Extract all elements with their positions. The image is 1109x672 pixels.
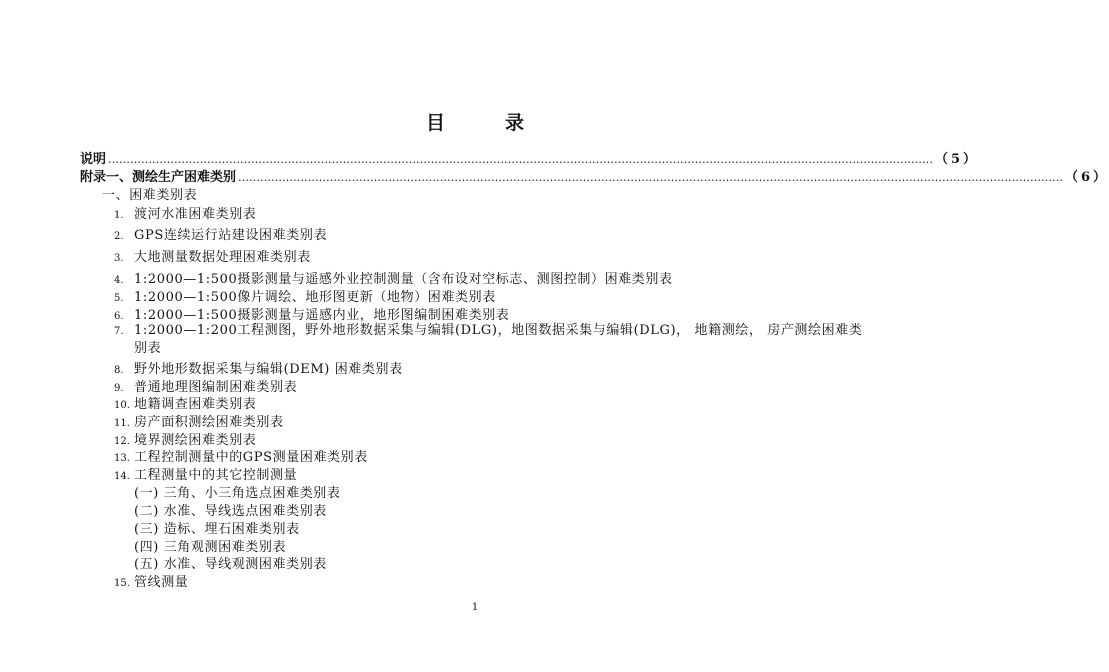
toc-entry-page: （5）	[935, 152, 980, 167]
toc-entry-shuoming[interactable]	[80, 148, 980, 167]
list-item[interactable]: 5. 1:2000—1:500像片调绘、地形图更新（地物）困难类别表	[114, 290, 496, 305]
title-char-2: 录	[505, 112, 525, 134]
toc-entry-label: 说明	[80, 152, 107, 167]
list-item[interactable]: 7. 1:2000—1:200工程测图，野外地形数据采集与编辑(DLG)，地图数据采集与编辑(DLG)， 地籍测绘， 房产测绘困难类别表	[114, 323, 863, 356]
list-item[interactable]: 10. 地籍调查困难类别表	[114, 397, 257, 412]
leader-dots: ………………………………………………………………………………………………………………………………………………………………………………………………………	[108, 153, 934, 166]
page-title	[0, 108, 950, 135]
toc-entry-appendix-1[interactable]	[80, 166, 1109, 185]
list-item[interactable]: 9. 普通地理图编制困难类别表	[114, 380, 298, 395]
title-char-1: 目	[425, 112, 445, 134]
list-item[interactable]: 11. 房产面积测绘困难类别表	[114, 415, 284, 430]
sub-list-item[interactable]: (三) 造标、埋石困难类别表	[134, 522, 300, 537]
list-item[interactable]: 15. 管线测量	[114, 575, 189, 590]
sub-list-item[interactable]: (四) 三角观测困难类别表	[134, 540, 287, 555]
leader-dots: ………………………………………………………………………………………………………………………………………………………………………………………………………	[238, 171, 1064, 184]
list-item[interactable]: 8. 野外地形数据采集与编辑(DEM) 困难类别表	[114, 362, 403, 377]
list-item[interactable]: 1. 渡河水准困难类别表	[114, 207, 257, 222]
list-item[interactable]: 2. GPS连续运行站建设困难类别表	[114, 228, 328, 243]
list-item[interactable]: 4. 1:2000—1:500摄影测量与遥感外业控制测量（含布设对空标志、测图控制）困难类别表	[114, 272, 673, 287]
toc-entry-label: 附录一、测绘生产困难类别	[80, 170, 237, 185]
page-number: 1	[471, 602, 479, 613]
section-heading: 一、困难类别表	[102, 188, 198, 203]
sub-list-item[interactable]: (五) 水准、导线观测困难类别表	[134, 557, 327, 572]
toc-entry-page: （6）	[1065, 170, 1109, 185]
sub-list-item[interactable]: (一) 三角、小三角选点困难类别表	[134, 486, 341, 501]
list-item[interactable]: 14. 工程测量中的其它控制测量	[114, 468, 298, 483]
list-item[interactable]: 13. 工程控制测量中的GPS测量困难类别表	[114, 450, 368, 465]
list-item[interactable]: 3. 大地测量数据处理困难类别表	[114, 250, 311, 265]
sub-list-item[interactable]: (二) 水准、导线选点困难类别表	[134, 504, 327, 519]
list-item[interactable]: 12. 境界测绘困难类别表	[114, 433, 257, 448]
list-item[interactable]: 6. 1:2000—1:500摄影测量与遥感内业，地形图编制困难类别表	[114, 308, 510, 323]
